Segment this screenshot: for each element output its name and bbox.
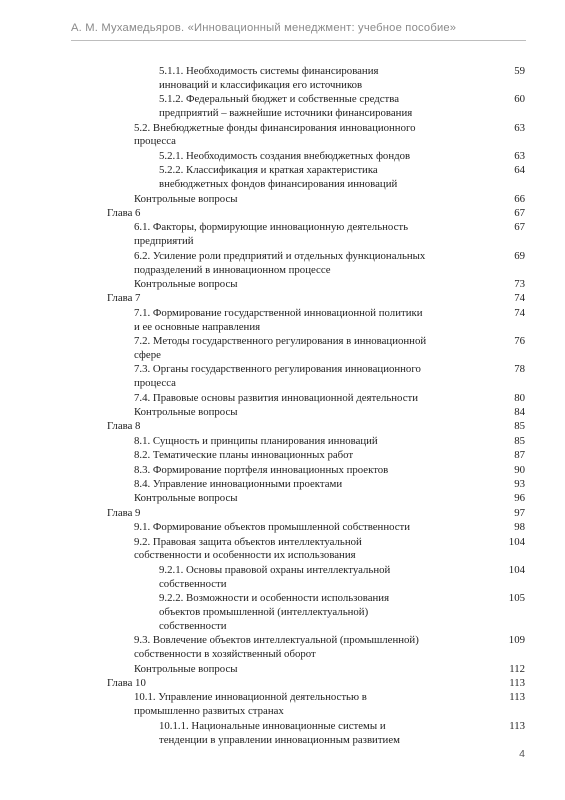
toc-entry-page: 105 <box>508 592 525 605</box>
toc-entry-page: 76 <box>514 335 525 348</box>
toc-entry-title: 7.2. Методы государственного регулирования в инновационной <box>134 335 427 348</box>
toc-entry[interactable] <box>0 720 565 748</box>
toc-entry[interactable] <box>0 592 565 634</box>
toc-entry-page: 64 <box>514 164 525 177</box>
toc-entry[interactable] <box>0 363 565 391</box>
toc-entry-title: 10.1.1. Национальные инновационные системы и <box>159 719 386 732</box>
toc-entry-title: собственности и особенности их использования <box>134 549 356 562</box>
toc-entry[interactable] <box>0 564 565 592</box>
toc-entry-page: 59 <box>514 65 525 77</box>
toc-entry-page: 85 <box>514 420 525 433</box>
toc-entry-title: предприятий – важнейшие источники финансирования <box>159 107 413 120</box>
toc-entry[interactable] <box>0 122 565 150</box>
toc-entry[interactable] <box>0 406 565 420</box>
toc-entry-title: Глава 10 <box>107 677 146 689</box>
toc-entry-title: Глава 9 <box>107 506 141 519</box>
toc-entry-page: 90 <box>514 463 525 476</box>
toc-entry-title: собственности в хозяйственный оборот <box>134 648 316 661</box>
toc-entry-title: собственности <box>159 619 227 632</box>
toc-entry-title: объектов промышленной (интеллектуальной) <box>159 606 369 619</box>
toc-entry[interactable] <box>0 392 565 406</box>
toc-entry-title: предприятий <box>134 235 194 248</box>
toc-entry-title: тенденции в управлении инновационным развитием <box>159 733 400 746</box>
toc-entry-page: 113 <box>509 677 525 689</box>
toc-entry-page: 63 <box>514 121 525 134</box>
toc-entry-page: 78 <box>514 363 525 376</box>
toc-entry-title: 7.1. Формирование государственной инновационной политики <box>134 306 423 319</box>
toc-entry-title: 9.1. Формирование объектов промышленной собственности <box>134 521 411 534</box>
toc-entry-title: 8.3. Формирование портфеля инновационных проектов <box>134 463 389 476</box>
toc-entry-title: собственности <box>159 577 227 590</box>
toc-entry[interactable] <box>0 478 565 492</box>
table-of-contents <box>0 65 565 748</box>
toc-entry-page: 84 <box>514 406 525 419</box>
toc-entry[interactable] <box>0 464 565 478</box>
toc-entry-title: процесса <box>134 135 176 148</box>
toc-entry-title: 6.2. Усиление роли предприятий и отдельных функциональных <box>134 249 426 262</box>
toc-entry[interactable] <box>0 207 565 221</box>
toc-entry-page: 74 <box>514 306 525 319</box>
toc-entry[interactable] <box>0 677 565 691</box>
toc-entry-title: 5.2. Внебюджетные фонды финансирования инновационного <box>134 121 416 134</box>
toc-entry-page: 93 <box>514 477 525 490</box>
toc-entry-page: 113 <box>509 719 525 732</box>
toc-entry-title: процесса <box>134 377 176 390</box>
toc-entry-title: 7.4. Правовые основы развития инновационной деятельности <box>134 391 419 404</box>
toc-entry[interactable] <box>0 492 565 506</box>
toc-entry-title: 8.2. Тематические планы инновационных работ <box>134 449 354 462</box>
toc-entry-page: 96 <box>514 492 525 505</box>
toc-entry-title: 5.2.2. Классификация и краткая характеристика <box>159 164 378 177</box>
toc-entry-page: 67 <box>514 221 525 234</box>
toc-entry[interactable] <box>0 507 565 521</box>
toc-entry[interactable] <box>0 449 565 463</box>
toc-entry-page: 63 <box>514 149 525 162</box>
toc-entry[interactable] <box>0 221 565 249</box>
toc-entry-title: 9.2. Правовая защита объектов интеллектуальной <box>134 535 362 548</box>
toc-entry-title: внебюджетных фондов финансирования инноваций <box>159 178 398 191</box>
toc-entry[interactable] <box>0 250 565 278</box>
toc-entry[interactable] <box>0 420 565 434</box>
toc-entry[interactable] <box>0 164 565 192</box>
toc-entry[interactable] <box>0 521 565 535</box>
toc-entry[interactable] <box>0 65 565 93</box>
toc-entry-page: 112 <box>509 662 525 675</box>
toc-entry-title: сфере <box>134 348 161 361</box>
toc-entry[interactable] <box>0 691 565 719</box>
toc-entry-title: Контрольные вопросы <box>134 492 238 505</box>
toc-entry-page: 98 <box>514 521 525 534</box>
header-rule <box>71 40 526 41</box>
toc-entry-page: 67 <box>514 206 525 219</box>
toc-entry[interactable] <box>0 634 565 662</box>
toc-entry-title: инноваций и классификация его источников <box>159 78 363 91</box>
toc-entry-title: Контрольные вопросы <box>134 406 238 419</box>
toc-entry[interactable] <box>0 663 565 677</box>
toc-entry-title: 9.2.1. Основы правовой охраны интеллектуальной <box>159 563 391 576</box>
toc-entry-title: Контрольные вопросы <box>134 277 238 290</box>
toc-entry-title: 10.1. Управление инновационной деятельностью в <box>134 691 367 704</box>
toc-entry-title: 9.2.2. Возможности и особенности использования <box>159 592 390 605</box>
toc-entry-title: 6.1. Факторы, формирующие инновационную деятельность <box>134 221 408 234</box>
toc-entry-page: 80 <box>514 391 525 404</box>
toc-entry-title: 5.2.1. Необходимость создания внебюджетных фондов <box>159 149 411 162</box>
toc-entry-page: 109 <box>508 634 525 647</box>
toc-entry-page: 85 <box>514 434 525 447</box>
toc-entry-page: 69 <box>514 249 525 262</box>
toc-entry-page: 74 <box>514 292 525 305</box>
toc-entry-title: Контрольные вопросы <box>134 662 238 675</box>
toc-entry-title: 8.4. Управление инновационными проектами <box>134 477 343 490</box>
toc-entry-title: 7.3. Органы государственного регулирования инновационного <box>134 363 421 376</box>
toc-entry[interactable] <box>0 93 565 121</box>
toc-entry[interactable] <box>0 278 565 292</box>
toc-entry-title: 9.3. Вовлечение объектов интеллектуальной (промышленной) <box>134 634 419 647</box>
toc-entry[interactable] <box>0 150 565 164</box>
running-header: А. М. Мухамедьяров. «Инновационный менеджмент: учебное пособие» <box>71 22 457 34</box>
toc-entry-page: 104 <box>508 563 525 576</box>
page-number: 4 <box>519 748 525 760</box>
toc-entry-title: и ее основные направления <box>134 320 261 333</box>
toc-entry[interactable] <box>0 292 565 306</box>
toc-entry-page: 97 <box>514 506 525 519</box>
toc-entry-title: Глава 8 <box>107 420 141 433</box>
toc-entry-page: 60 <box>514 93 525 106</box>
toc-entry-page: 104 <box>508 535 525 548</box>
toc-entry-page: 113 <box>509 691 525 704</box>
toc-entry-page: 66 <box>514 192 525 205</box>
toc-entry[interactable] <box>0 335 565 363</box>
toc-entry[interactable] <box>0 193 565 207</box>
toc-entry[interactable] <box>0 536 565 564</box>
toc-entry-title: Глава 6 <box>107 206 141 219</box>
toc-entry-page: 73 <box>514 277 525 290</box>
toc-entry[interactable] <box>0 307 565 335</box>
toc-entry-title: 5.1.2. Федеральный бюджет и собственные средства <box>159 93 399 106</box>
toc-entry-title: 8.1. Сущность и принципы планирования инноваций <box>134 434 378 447</box>
toc-entry-page: 87 <box>514 449 525 462</box>
toc-entry-title: промышленно развитых странах <box>134 705 284 718</box>
toc-entry-title: Глава 7 <box>107 292 141 305</box>
toc-entry-title: подразделений в инновационном процессе <box>134 263 331 276</box>
toc-entry-title: Контрольные вопросы <box>134 192 238 205</box>
toc-entry-title: 5.1.1. Необходимость системы финансирования <box>159 65 379 77</box>
toc-entry[interactable] <box>0 435 565 449</box>
